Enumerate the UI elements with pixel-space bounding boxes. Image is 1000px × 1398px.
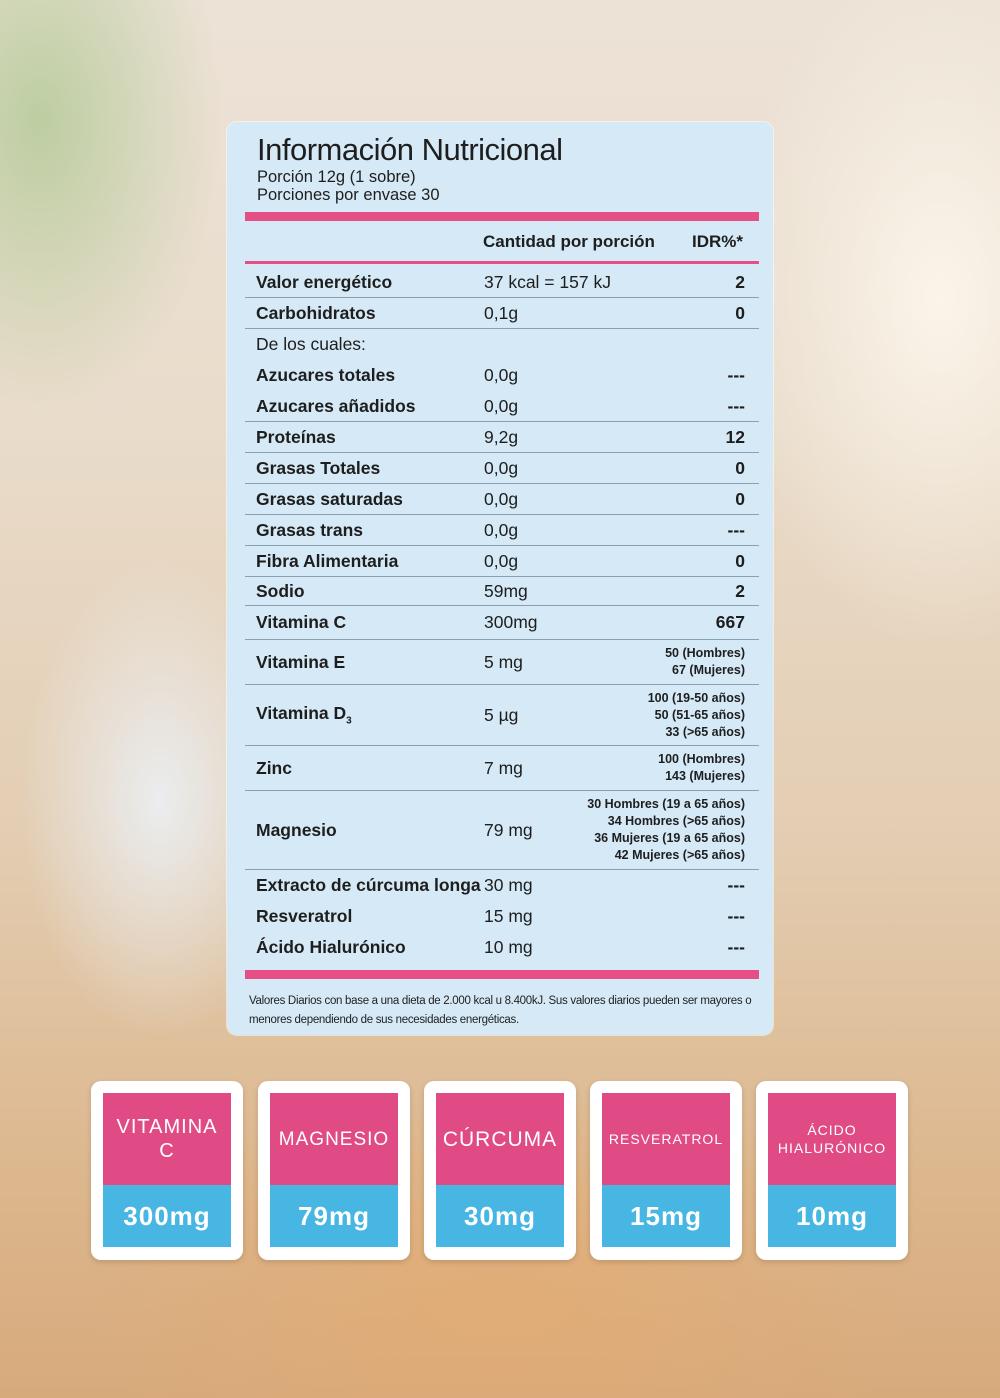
nutrient-idr — [728, 520, 745, 541]
idr-line: --- — [727, 395, 745, 416]
table-row — [245, 267, 759, 298]
badge-label: VITAMINA C — [103, 1093, 231, 1185]
nutrient-idr — [658, 751, 745, 785]
servings-text: Porciones por envase 30 — [257, 186, 440, 204]
nutrient-badge — [590, 1081, 742, 1260]
nutrient-idr — [735, 581, 745, 602]
nutrient-idr — [728, 396, 745, 417]
nutrient-idr — [716, 612, 745, 633]
badge-value: 30mg — [436, 1185, 564, 1247]
table-row — [245, 746, 759, 791]
footnote: Valores Diarios con base a una dieta de 2.000 kcal u 8.400kJ. Sus valores diarios pueden ser mayores o menores dependiendo de sus necesidades energéticas. — [249, 995, 752, 1026]
portion-text: Porción 12g (1 sobre) — [257, 168, 416, 186]
nutrient-amount: 59mg — [484, 580, 528, 601]
nutrient-idr — [587, 796, 745, 864]
nutrient-name: Azucares totales — [256, 365, 396, 385]
nutrient-badge — [424, 1081, 576, 1260]
idr-line: 67 (Mujeres) — [672, 663, 745, 677]
idr-line: 33 (>65 años) — [665, 724, 745, 739]
table-row — [245, 360, 759, 391]
nutrient-amount: 9,2g — [484, 426, 519, 447]
nutrient-idr — [726, 427, 745, 448]
nutrient-name: Fibra Alimentaria — [256, 550, 399, 571]
nutrient-name: Sodio — [256, 580, 305, 601]
nutrient-name: Resveratrol — [256, 906, 353, 926]
idr-line: --- — [727, 365, 745, 385]
idr-line: 0 — [735, 550, 745, 571]
nutrient-name: Ácido Hialurónico — [256, 937, 406, 957]
nutrient-amount: 0,0g — [484, 365, 519, 385]
table-header — [245, 222, 759, 264]
badge-label: RESVERATROL — [602, 1093, 730, 1185]
table-row — [245, 932, 759, 963]
nutrient-amount: 0,0g — [484, 395, 519, 416]
badge-value: 300mg — [103, 1185, 231, 1247]
nutrient-amount: 79 mg — [484, 819, 533, 840]
table-row — [245, 640, 759, 685]
nutrient-amount: 15 mg — [484, 906, 533, 926]
idr-line: 0 — [735, 302, 745, 323]
table-row — [245, 901, 759, 932]
badge-label: MAGNESIO — [270, 1093, 398, 1185]
idr-line: --- — [727, 875, 745, 895]
table-row — [245, 422, 759, 453]
idr-line: 50 (51-65 años) — [654, 707, 745, 722]
idr-line: 42 Mujeres (>65 años) — [614, 848, 745, 862]
header-idr: IDR%* — [691, 232, 743, 251]
nutrition-panel — [227, 122, 773, 1035]
table-row — [245, 453, 759, 484]
idr-line: 34 Hombres (>65 años) — [607, 814, 745, 828]
idr-line: 50 (Hombres) — [665, 646, 745, 660]
idr-line: 36 Mujeres (19 a 65 años) — [594, 831, 745, 845]
panel-title: Información Nutricional — [257, 132, 563, 167]
table-row — [245, 870, 759, 901]
nutrient-amount: 0,0g — [484, 457, 519, 478]
nutrient-name: Zinc — [256, 757, 292, 778]
nutrient-name: Valor energético — [256, 271, 393, 292]
nutrient-amount: 300mg — [484, 612, 538, 632]
nutrient-name: Proteínas — [256, 426, 336, 447]
nutrient-name: Vitamina C — [256, 612, 347, 632]
nutrient-amount: 0,0g — [484, 488, 519, 509]
idr-line: 12 — [725, 426, 745, 447]
nutrient-amount: 7 mg — [484, 757, 523, 778]
nutrient-idr — [735, 272, 745, 293]
nutrient-idr — [728, 875, 745, 896]
nutrient-name: De los cuales: — [256, 334, 366, 354]
top-divider — [245, 212, 759, 221]
nutrient-name: Azucares añadidos — [256, 395, 416, 416]
idr-line: 100 (Hombres) — [658, 752, 745, 766]
bottom-divider — [245, 970, 759, 979]
nutrient-subscript: 3 — [346, 715, 352, 727]
table-row — [245, 577, 759, 606]
nutrient-amount: 10 mg — [484, 937, 533, 957]
idr-line: 0 — [735, 488, 745, 509]
nutrient-idr — [728, 937, 745, 958]
table-row — [245, 515, 759, 546]
table-row — [245, 685, 759, 746]
nutrient-amount: 0,1g — [484, 302, 519, 323]
nutrient-amount: 0,0g — [484, 519, 519, 540]
nutrient-idr — [665, 645, 745, 679]
nutrition-table — [245, 267, 759, 963]
idr-line: --- — [727, 519, 745, 540]
table-row — [245, 546, 759, 577]
table-row — [245, 391, 759, 422]
nutrient-name: Vitamina $D_3$ — [256, 703, 352, 727]
nutrient-badge — [91, 1081, 243, 1260]
badge-value: 15mg — [602, 1185, 730, 1247]
nutrient-amount: 37 kcal = 157 kJ — [484, 271, 611, 292]
badge-label: CÚRCUMA — [436, 1093, 564, 1185]
nutrient-badge — [756, 1081, 908, 1260]
idr-line: --- — [727, 937, 745, 957]
badge-value: 10mg — [768, 1185, 896, 1247]
badge-value: 79mg — [270, 1185, 398, 1247]
nutrient-name: Grasas saturadas — [256, 488, 403, 509]
nutrient-name: Vitamina E — [256, 651, 346, 672]
nutrient-idr — [735, 458, 745, 479]
table-row — [245, 484, 759, 515]
nutrient-idr — [648, 690, 745, 741]
nutrient-name: Grasas trans — [256, 519, 364, 540]
idr-line: 0 — [735, 457, 745, 478]
idr-line: 2 — [735, 580, 745, 601]
table-row — [245, 298, 759, 329]
nutrient-idr — [728, 906, 745, 927]
nutrient-idr — [735, 303, 745, 324]
nutrient-name: Extracto de cúrcuma longa — [256, 875, 481, 895]
idr-line: 2 — [735, 271, 745, 292]
idr-line: 30 Hombres (19 a 65 años) — [587, 797, 745, 811]
badge-label: ÁCIDO HIALURÓNICO — [768, 1093, 896, 1185]
idr-line: --- — [727, 906, 745, 926]
nutrient-amount: 5 µg — [484, 704, 519, 725]
nutrient-badge — [258, 1081, 410, 1260]
nutrient-amount: 30 mg — [484, 875, 533, 895]
nutrient-name: Carbohidratos — [256, 302, 376, 323]
idr-line: 100 (19-50 años) — [647, 690, 745, 705]
nutrient-name: Magnesio — [256, 819, 337, 840]
table-row — [245, 606, 759, 640]
header-amount: Cantidad por porción — [483, 232, 655, 251]
nutrient-idr — [728, 365, 745, 386]
nutrient-amount: 5 mg — [484, 651, 523, 672]
nutrient-name: Grasas Totales — [256, 457, 381, 478]
nutrient-amount: 0,0g — [484, 550, 519, 571]
table-row — [245, 791, 759, 870]
idr-line: 143 (Mujeres) — [665, 769, 745, 783]
nutrient-idr — [735, 551, 745, 572]
nutrient-idr — [735, 489, 745, 510]
idr-line: 667 — [715, 612, 745, 632]
table-row — [245, 329, 759, 360]
